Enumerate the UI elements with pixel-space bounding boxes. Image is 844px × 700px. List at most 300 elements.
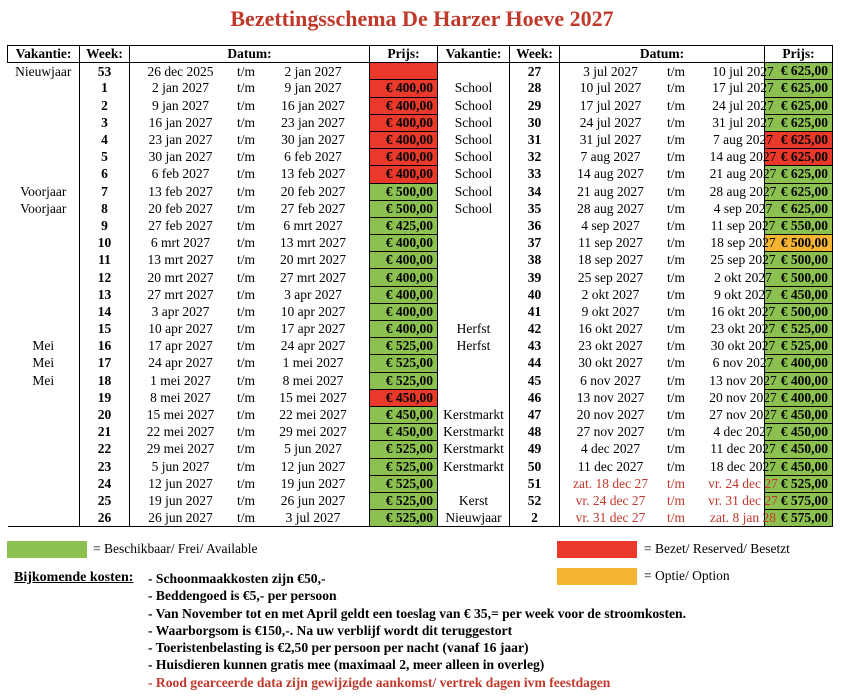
date-to: 1 mei 2027: [282, 355, 344, 371]
date-separator: t/m: [236, 321, 255, 337]
date-from: 30 jan 2027: [148, 149, 213, 165]
week-cell: 53: [80, 63, 130, 80]
vakantie-cell: [8, 131, 80, 148]
week-cell: 8: [80, 200, 130, 217]
vakantie-cell: [438, 303, 510, 320]
date-range: [130, 63, 370, 80]
date-range: [130, 166, 370, 183]
date-from: 21 aug 2027: [577, 183, 644, 199]
cost-item: - Waarborgsom is €150,-. Na uw verblijf wordt dit teruggestort: [148, 622, 513, 638]
date-from: 20 feb 2027: [148, 200, 213, 216]
table-row: [8, 286, 833, 303]
date-separator: t/m: [666, 424, 685, 440]
price-cell: € 625,00: [765, 149, 833, 166]
date-separator: t/m: [666, 132, 685, 148]
vakantie-cell: [438, 269, 510, 286]
week-cell: 26: [80, 510, 130, 527]
price-cell: € 500,00: [370, 183, 438, 200]
table-row: [8, 406, 833, 423]
week-cell: 3: [80, 114, 130, 131]
date-from: 2 okt 2027: [581, 286, 640, 302]
date-from: 25 sep 2027: [577, 269, 644, 285]
legend-swatch-reserved: [557, 541, 637, 558]
date-to: 6 feb 2027: [284, 149, 342, 165]
vakantie-cell: Kerstmarkt: [443, 407, 504, 423]
date-separator: t/m: [236, 80, 255, 96]
week-cell: 1: [80, 80, 130, 97]
page-title: Bezettingsschema De Harzer Hoeve 2027: [230, 6, 614, 31]
week-cell: 44: [510, 355, 560, 372]
date-from: 13 mrt 2027: [147, 252, 214, 268]
table-row: [8, 475, 833, 492]
table-row: [8, 458, 833, 475]
vakantie-cell: [8, 166, 80, 183]
date-to: 6 mrt 2027: [283, 217, 343, 233]
date-from: 10 apr 2027: [148, 321, 213, 337]
date-separator: t/m: [666, 389, 685, 405]
price-cell: € 525,00: [370, 475, 438, 492]
date-range: [560, 183, 777, 200]
date-range: [560, 492, 778, 509]
date-range: [130, 441, 370, 458]
date-range: [560, 441, 776, 458]
date-to: 11 sep 2027: [710, 217, 776, 233]
vakantie-cell: School: [454, 132, 493, 148]
week-cell: 5: [80, 149, 130, 166]
price-cell: € 400,00: [370, 131, 438, 148]
date-range: [560, 389, 777, 406]
date-from: 3 apr 2027: [151, 303, 210, 319]
price-cell: € 400,00: [765, 389, 833, 406]
price-cell: € 500,00: [765, 252, 833, 269]
week-cell: 6: [80, 166, 130, 183]
date-from: 11 sep 2027: [578, 235, 643, 251]
table-row: [8, 200, 833, 217]
week-cell: 20: [80, 406, 130, 423]
date-to: 5 jun 2027: [284, 441, 342, 457]
date-range: [560, 372, 777, 389]
date-to: zat. 8 jan 28: [710, 509, 776, 525]
date-to: 4 dec 2027: [713, 424, 773, 440]
vakantie-cell: Kerst: [458, 492, 489, 508]
date-range: [560, 406, 777, 423]
date-to: 21 aug 2027: [709, 166, 777, 182]
week-cell: 39: [510, 269, 560, 286]
price-cell: € 625,00: [765, 63, 833, 80]
date-separator: t/m: [236, 252, 255, 268]
price-cell: € 625,00: [765, 166, 833, 183]
date-to: vr. 31 dec 27: [708, 492, 778, 508]
cost-red-note: - Rood gearceerde data zijn gewijzigde aankomst/ vertrek dagen ivm feestdagen: [148, 674, 611, 690]
header-row: [8, 46, 833, 63]
price-cell: € 525,00: [765, 321, 833, 338]
price-cell: € 525,00: [370, 355, 438, 372]
date-separator: t/m: [236, 389, 255, 405]
date-separator: t/m: [236, 217, 255, 233]
date-to: 25 sep 2027: [710, 252, 776, 268]
date-separator: t/m: [666, 509, 685, 525]
date-from: 27 feb 2027: [148, 217, 213, 233]
price-cell: € 575,00: [765, 492, 833, 509]
date-from: 8 mei 2027: [150, 389, 211, 405]
price-cell: € 400,00: [370, 286, 438, 303]
vakantie-cell: Mei: [32, 372, 55, 388]
date-from: 6 feb 2027: [151, 166, 210, 182]
date-separator: t/m: [236, 492, 255, 508]
date-to: 24 apr 2027: [280, 338, 346, 354]
week-cell: 46: [510, 389, 560, 406]
date-separator: t/m: [666, 441, 685, 457]
date-to: 2 jan 2027: [284, 63, 342, 79]
date-separator: t/m: [236, 338, 255, 354]
date-separator: t/m: [666, 183, 685, 199]
date-range: [130, 80, 370, 97]
price-cell: € 625,00: [765, 183, 833, 200]
date-range: [130, 131, 370, 148]
date-separator: t/m: [236, 372, 255, 388]
date-from: 27 nov 2027: [576, 424, 645, 440]
week-cell: 47: [510, 406, 560, 423]
date-range: [130, 458, 370, 475]
legend-available: = Beschikbaar/ Frei/ Available: [93, 541, 258, 556]
price-cell: € 450,00: [370, 424, 438, 441]
date-separator: t/m: [666, 338, 685, 354]
date-from: 7 aug 2027: [580, 149, 641, 165]
date-from: 5 jun 2027: [151, 458, 210, 474]
table-row: [8, 183, 833, 200]
vakantie-cell: [8, 475, 80, 492]
price-cell: € 400,00: [370, 114, 438, 131]
week-cell: 18: [80, 372, 130, 389]
price-cell: [370, 63, 438, 80]
vakantie-cell: [8, 235, 80, 252]
date-range: [560, 321, 776, 338]
date-from: zat. 18 dec 27: [573, 475, 648, 491]
date-from: 30 okt 2027: [578, 355, 643, 371]
price-cell: € 575,00: [765, 510, 833, 527]
vakantie-cell: Herfst: [456, 321, 491, 337]
date-separator: t/m: [236, 441, 255, 457]
date-separator: t/m: [666, 475, 685, 491]
price-cell: € 450,00: [765, 441, 833, 458]
date-to: 27 mrt 2027: [280, 269, 346, 285]
date-range: [560, 286, 772, 303]
date-to: 27 nov 2027: [709, 407, 777, 423]
price-cell: € 400,00: [370, 149, 438, 166]
week-cell: 12: [80, 269, 130, 286]
date-to: 16 jan 2027: [281, 97, 345, 113]
date-from: 27 mrt 2027: [147, 286, 214, 302]
date-separator: t/m: [666, 235, 685, 251]
date-from: 1 mei 2027: [150, 372, 211, 388]
date-separator: t/m: [666, 217, 685, 233]
price-cell: € 400,00: [765, 372, 833, 389]
week-cell: 36: [510, 217, 560, 234]
date-separator: t/m: [666, 63, 685, 79]
price-cell: € 525,00: [370, 372, 438, 389]
date-to: 16 okt 2027: [710, 303, 776, 319]
price-cell: € 450,00: [765, 406, 833, 423]
header-week: Week:: [510, 46, 560, 63]
date-separator: t/m: [236, 269, 255, 285]
week-cell: 24: [80, 475, 130, 492]
week-cell: 14: [80, 303, 130, 320]
date-to: 9 jan 2027: [284, 80, 342, 96]
table-row: [8, 97, 833, 114]
vakantie-cell: Mei: [32, 355, 55, 371]
date-from: 17 jul 2027: [579, 97, 642, 113]
vakantie-cell: [8, 252, 80, 269]
vakantie-cell: Kerstmarkt: [443, 424, 504, 440]
date-separator: t/m: [666, 149, 685, 165]
date-to: 20 nov 2027: [709, 389, 777, 405]
week-cell: 51: [510, 475, 560, 492]
date-range: [130, 321, 370, 338]
vakantie-cell: School: [454, 183, 493, 199]
date-to: 18 sep 2027: [710, 235, 776, 251]
price-cell: € 500,00: [765, 303, 833, 320]
date-to: 17 apr 2027: [280, 321, 346, 337]
price-cell: € 400,00: [370, 97, 438, 114]
date-range: [560, 97, 774, 114]
price-cell: € 625,00: [765, 80, 833, 97]
date-to: 19 jun 2027: [280, 475, 346, 491]
date-separator: t/m: [236, 114, 255, 130]
price-cell: € 500,00: [370, 200, 438, 217]
price-cell: € 525,00: [765, 338, 833, 355]
date-range: [130, 97, 370, 114]
date-separator: t/m: [666, 200, 685, 216]
date-from: 4 sep 2027: [581, 217, 640, 233]
week-cell: 49: [510, 441, 560, 458]
date-separator: t/m: [666, 286, 685, 302]
date-separator: t/m: [236, 132, 255, 148]
date-to: 20 feb 2027: [280, 183, 346, 199]
week-cell: 19: [80, 389, 130, 406]
date-from: 17 apr 2027: [148, 338, 213, 354]
vakantie-cell: [8, 97, 80, 114]
vakantie-cell: School: [454, 114, 493, 130]
date-range: [560, 149, 777, 166]
date-to: 17 jul 2027: [712, 80, 774, 96]
week-cell: 35: [510, 200, 560, 217]
vakantie-cell: [8, 114, 80, 131]
date-separator: t/m: [236, 149, 255, 165]
date-separator: t/m: [236, 235, 255, 251]
price-cell: € 525,00: [765, 475, 833, 492]
price-cell: € 450,00: [765, 424, 833, 441]
date-separator: t/m: [666, 269, 685, 285]
date-to: 23 jan 2027: [281, 114, 345, 130]
header-datum: Datum:: [130, 46, 370, 63]
vakantie-cell: [8, 458, 80, 475]
date-to: 4 sep 2027: [713, 200, 773, 216]
date-from: 24 jul 2027: [579, 114, 642, 130]
vakantie-cell: Mei: [32, 338, 55, 354]
week-cell: 2: [510, 510, 560, 527]
vakantie-cell: Voorjaar: [20, 183, 67, 199]
date-separator: t/m: [236, 355, 255, 371]
date-range: [130, 303, 370, 320]
date-range: [560, 217, 776, 234]
price-cell: € 400,00: [370, 321, 438, 338]
date-range: [560, 166, 777, 183]
price-cell: € 625,00: [765, 131, 833, 148]
week-cell: 48: [510, 424, 560, 441]
vakantie-cell: [8, 217, 80, 234]
table-row: [8, 510, 833, 527]
extra-costs-heading: Bijkomende kosten:: [14, 570, 134, 585]
date-from: 20 nov 2027: [576, 407, 645, 423]
week-cell: 37: [510, 235, 560, 252]
week-cell: 11: [80, 252, 130, 269]
date-from: 26 dec 2025: [147, 63, 214, 79]
price-cell: € 450,00: [370, 389, 438, 406]
date-range: [130, 338, 370, 355]
price-cell: € 425,00: [370, 217, 438, 234]
vakantie-cell: [8, 269, 80, 286]
date-to: 18 dec 2027: [710, 458, 776, 474]
date-to: 11 dec 2027: [710, 441, 776, 457]
date-to: 10 jul 2027: [712, 63, 774, 79]
week-cell: 13: [80, 286, 130, 303]
vakantie-cell: School: [454, 80, 493, 96]
date-to: 24 jul 2027: [712, 97, 774, 113]
date-range: [560, 63, 774, 80]
date-separator: t/m: [666, 166, 685, 182]
date-range: [130, 286, 370, 303]
legend-reserved: = Bezet/ Reserved/ Besetzt: [644, 541, 790, 556]
vakantie-cell: [438, 475, 510, 492]
extra-costs-list: [148, 570, 686, 691]
vakantie-cell: Nieuwjaar: [438, 510, 510, 527]
week-cell: 34: [510, 183, 560, 200]
date-to: 26 jun 2027: [280, 492, 346, 508]
date-separator: t/m: [236, 509, 255, 525]
vakantie-cell: [8, 303, 80, 320]
header-prijs: Prijs:: [370, 46, 438, 63]
date-range: [130, 406, 370, 423]
price-cell: € 525,00: [370, 441, 438, 458]
date-range: [130, 149, 370, 166]
date-from: 29 mei 2027: [146, 441, 215, 457]
date-separator: t/m: [666, 492, 685, 508]
date-separator: t/m: [236, 475, 255, 491]
week-cell: 29: [510, 97, 560, 114]
date-from: 19 jun 2027: [148, 492, 213, 508]
date-range: [130, 355, 370, 372]
date-from: 31 jul 2027: [579, 132, 642, 148]
price-cell: € 400,00: [370, 166, 438, 183]
legend-option: = Optie/ Option: [644, 568, 730, 583]
vakantie-cell: [8, 149, 80, 166]
table-row: [8, 269, 833, 286]
week-cell: 43: [510, 338, 560, 355]
price-cell: € 400,00: [370, 252, 438, 269]
date-separator: t/m: [236, 407, 255, 423]
date-from: vr. 24 dec 27: [575, 492, 646, 508]
date-range: [560, 235, 776, 252]
date-to: 20 mrt 2027: [280, 252, 346, 268]
header-prijs: Prijs:: [765, 46, 833, 63]
table-row: [8, 235, 833, 252]
date-from: 13 nov 2027: [576, 389, 645, 405]
vakantie-cell: [438, 355, 510, 372]
date-to: 27 feb 2027: [280, 200, 346, 216]
vakantie-cell: Kerstmarkt: [443, 441, 504, 457]
price-cell: € 400,00: [370, 269, 438, 286]
date-from: 18 sep 2027: [577, 252, 644, 268]
price-cell: € 550,00: [765, 217, 833, 234]
table-row: [8, 149, 833, 166]
date-to: 9 okt 2027: [714, 286, 772, 302]
date-from: 22 mei 2027: [146, 424, 215, 440]
price-cell: € 450,00: [765, 458, 833, 475]
vakantie-cell: [438, 372, 510, 389]
date-separator: t/m: [666, 303, 685, 319]
legend-swatch-available: [7, 541, 87, 558]
date-range: [130, 510, 370, 527]
price-cell: € 625,00: [765, 114, 833, 131]
vakantie-cell: [438, 286, 510, 303]
week-cell: 9: [80, 217, 130, 234]
date-separator: t/m: [236, 424, 255, 440]
vakantie-cell: Voorjaar: [20, 200, 67, 216]
vakantie-cell: [8, 80, 80, 97]
date-range: [130, 372, 370, 389]
date-to: 29 mei 2027: [279, 424, 347, 440]
date-range: [130, 114, 370, 131]
date-from: vr. 31 dec 27: [575, 509, 646, 525]
price-cell: € 525,00: [370, 492, 438, 509]
date-range: [130, 200, 370, 217]
date-from: 26 jun 2027: [148, 509, 213, 525]
week-cell: 42: [510, 321, 560, 338]
cost-item: - Huisdieren kunnen gratis mee (maximaal 2, meer alleen in overleg): [148, 657, 545, 673]
vakantie-cell: [438, 63, 510, 80]
table-row: [8, 166, 833, 183]
vakantie-cell: [8, 510, 80, 527]
date-separator: t/m: [236, 166, 255, 182]
vakantie-cell: Nieuwjaar: [15, 63, 72, 79]
week-cell: 17: [80, 355, 130, 372]
date-separator: t/m: [236, 200, 255, 216]
table-row: [8, 372, 833, 389]
header-week: Week:: [80, 46, 130, 63]
date-range: [560, 269, 772, 286]
vakantie-cell: [438, 252, 510, 269]
date-from: 23 jan 2027: [148, 132, 213, 148]
price-cell: € 400,00: [370, 303, 438, 320]
price-cell: € 525,00: [370, 338, 438, 355]
vakantie-cell: Kerstmarkt: [443, 458, 504, 474]
week-cell: 4: [80, 131, 130, 148]
date-separator: t/m: [236, 183, 255, 199]
vakantie-cell: Herfst: [456, 338, 491, 354]
week-cell: 41: [510, 303, 560, 320]
date-range: [560, 338, 776, 355]
vakantie-cell: School: [454, 149, 493, 165]
header-vakantie: Vakantie:: [438, 46, 510, 63]
date-range: [130, 269, 370, 286]
date-range: [560, 131, 773, 148]
header-datum: Datum:: [560, 46, 765, 63]
date-separator: t/m: [666, 372, 685, 388]
week-cell: 16: [80, 338, 130, 355]
date-from: 3 jul 2027: [583, 63, 638, 79]
price-cell: € 450,00: [765, 286, 833, 303]
table-row: [8, 424, 833, 441]
